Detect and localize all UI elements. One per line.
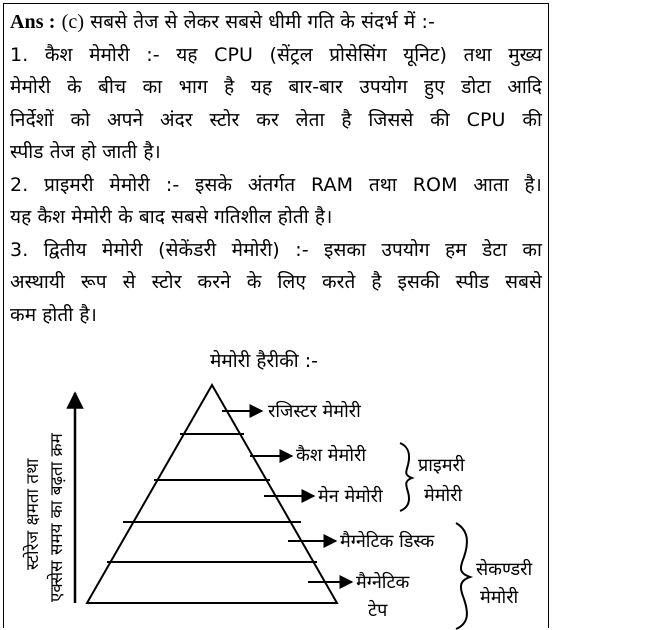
group-label-primary-line-2: मेमोरी <box>424 485 463 506</box>
point-1-line-1: 1. कैश मेमोरी :- यह CPU (सेंट्रल प्रोसेसिंग यूनिट) तथा मुख्य <box>10 43 542 66</box>
level-label-cache: कैश मेमोरी <box>296 445 366 466</box>
point-2-line-2: यह कैश मेमोरी के बाद सबसे गतिशील होती है। <box>10 206 333 228</box>
memory-hierarchy-diagram <box>0 345 650 630</box>
level-label-register: रजिस्टर मेमोरी <box>268 401 361 422</box>
answer-text <box>10 6 542 331</box>
level-label-main: मेन मेमोरी <box>318 486 383 507</box>
answer-option: (c) <box>61 11 85 33</box>
point-3-line-3: कम होती है। <box>10 303 97 326</box>
axis-label-line-1: स्टोरेज क्षमता तथा <box>23 458 43 570</box>
point-3-line-1: 3. द्वितीय मेमोरी (सेकेंडरी मेमोरी) :- इसका उपयोग हम डेटा का <box>10 238 542 261</box>
level-label-magnetic-disk: मैग्नेटिक डिस्क <box>340 531 435 552</box>
point-3-line-2: अस्थायी रूप से स्टोर करने के लिए करते है इसकी स्पीड सबसे <box>10 271 542 293</box>
diagram-title: मेमोरी हैरीकी :- <box>210 350 318 372</box>
answer-heading <box>10 6 542 39</box>
point-1-line-4: स्पीड तेज हो जाती है। <box>10 141 161 163</box>
point-2-line-1: 2. प्राइमरी मेमोरी :- इसके अंतर्गत RAM तथा ROM आता है। <box>10 173 542 196</box>
point-1-line-2: मेमोरी के बीच का भाग है यह बार-बार उपयोग हुए डोटा आदि <box>10 76 542 98</box>
axis-label-line-2: एक्सेस समय का बढ़ता क्रम <box>47 433 67 602</box>
group-label-secondary-line-2: मेमोरी <box>480 587 519 608</box>
answer-heading-text: सबसे तेज से लेकर सबसे धीमी गति के संदर्भ में :- <box>90 11 435 33</box>
level-label-magnetic-tape-line-2: टेप <box>368 600 388 621</box>
primary-brace <box>400 443 412 511</box>
group-label-primary: प्राइमरी <box>418 455 465 476</box>
group-label-secondary: सेकण्डरी <box>476 559 533 580</box>
level-label-magnetic-tape: मैग्नेटिक <box>356 572 410 593</box>
answer-prefix: Ans : <box>10 11 56 33</box>
point-1-line-3: निर्देशों को अपने अंदर स्टोर कर लेता है जिससे की CPU की <box>10 108 542 131</box>
secondary-brace <box>456 523 470 629</box>
